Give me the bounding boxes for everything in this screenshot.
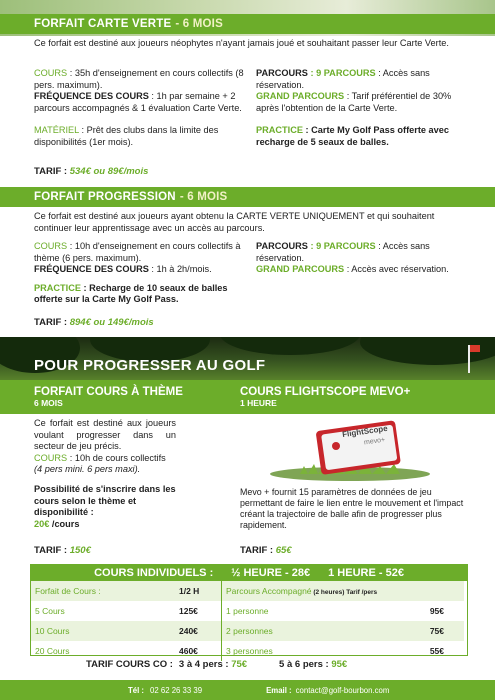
parcours-sub: : 9 PARCOURS (307, 241, 376, 251)
ci-hour: 1 HEURE - 52€ (328, 567, 404, 579)
forfait-head-val: 1/2 H (179, 586, 200, 596)
flightscope-brand: FlightScope (341, 423, 389, 440)
tarif-line (34, 166, 148, 177)
materiel-text: : Prêt des clubs dans la limite des disponibilités (1er mois). (34, 125, 219, 147)
co-label: TARIF COURS CO : (86, 659, 173, 670)
parcours-line (256, 68, 466, 91)
row-label: 10 Cours (35, 626, 70, 636)
flight-tarif (240, 545, 292, 556)
parcours-sub: : 9 PARCOURS (307, 68, 376, 78)
co-1: 3 à 4 pers : (178, 659, 232, 670)
materiel-line (34, 125, 244, 148)
co-1-val: 75€ (231, 659, 248, 670)
tarif-label: TARIF : (34, 545, 70, 556)
table-row (222, 621, 465, 641)
email-link[interactable]: contact@golf-bourbon.com (295, 685, 390, 695)
cours-line (34, 68, 244, 91)
practice-text: : Carte My Golf Pass offerte avec recharge de 5 seaux de balles. (256, 125, 449, 147)
theme-price-line (34, 519, 176, 531)
row-price: 125€ (179, 606, 198, 616)
co-group-1 (179, 659, 247, 670)
banner-title: POUR PROGRESSER AU GOLF (34, 357, 266, 374)
table-row (31, 601, 221, 621)
row-price: 75€ (429, 626, 444, 636)
cours-label: COURS (34, 452, 68, 463)
flightscope-model: mevo+ (363, 436, 386, 447)
parcours-head (222, 581, 465, 601)
parcours-line (256, 241, 466, 264)
tarif-cours-co (86, 659, 347, 670)
section-subtitle: - 6 MOIS (175, 18, 223, 30)
right-column (256, 68, 466, 149)
tel-value[interactable]: 02 62 26 33 39 (150, 685, 203, 695)
section-title: FORFAIT CARTE VERTE (34, 18, 172, 30)
row-label: 3 personnes (226, 646, 273, 656)
section-intro: Ce forfait est destiné aux joueurs ayant obtenu la CARTE VERTE UNIQUEMENT et qui souhaitent continuer leur apprentissage avec un accès au parcours. (34, 211, 435, 233)
row-price: 55€ (429, 646, 444, 656)
tarif-value: 534€ ou 89€/mois (69, 166, 149, 177)
tarif-line (34, 317, 154, 328)
flight-header (240, 386, 410, 408)
tarif-label: TARIF : (34, 166, 70, 177)
parcours-text: : Accès sans réservation. (256, 241, 430, 263)
section-progression (0, 187, 495, 207)
freq-label: FRÉQUENCE DES COURS (34, 91, 149, 102)
cours-line (34, 241, 244, 264)
theme-intro: Ce forfait est destiné aux joueurs voulant progresser dans un secteur de jeu précis. (34, 418, 176, 452)
ci-half: ½ HEURE - 28€ (231, 567, 311, 579)
co-2-val: 95€ (331, 659, 348, 670)
theme-cours-line (34, 453, 176, 465)
freq-text: : 1h par semaine + 2 parcours accompagnés & 1 évaluation Carte Verte. (34, 91, 242, 113)
row-label: 20 Cours (35, 646, 70, 656)
section-carte-verte (0, 14, 495, 34)
theme-subtitle: 6 MOIS (34, 398, 63, 408)
practice-label: PRACTICE (34, 282, 81, 293)
parcours-head-label: Parcours Accompagné (226, 586, 312, 596)
table-row (222, 581, 465, 601)
tarif-value: 894€ ou 149€/mois (69, 317, 154, 328)
frequence-line (34, 264, 244, 276)
co-2: 5 à 6 pers : (279, 659, 332, 670)
grand-label: GRAND PARCOURS (256, 91, 345, 102)
table-row (222, 641, 465, 661)
parcours-label: PARCOURS (256, 241, 308, 251)
table-row (222, 601, 465, 621)
flight-subtitle: 1 HEURE (240, 398, 277, 408)
flight-title: COURS FLIGHTSCOPE MEVO+ (240, 386, 411, 398)
theme-tarif (34, 545, 91, 556)
practice-line (256, 125, 466, 148)
flag-icon (470, 345, 480, 352)
frequence-line (34, 91, 244, 114)
cours-label: COURS (34, 68, 68, 78)
table-row (31, 641, 221, 661)
section-title-bar (0, 187, 495, 207)
theme-cours-note: (4 pers mini. 6 pers maxi). (34, 464, 141, 475)
cours-text: : 10h de cours collectifs (67, 452, 166, 463)
table-row (31, 621, 221, 641)
freq-label: FRÉQUENCE DES COURS (34, 264, 149, 275)
grand-parcours-line (256, 91, 466, 114)
email-label: Email : (266, 685, 292, 695)
grand-label: GRAND PARCOURS (256, 264, 345, 275)
parcours-label: PARCOURS (256, 68, 308, 78)
tarif-label: TARIF : (34, 317, 70, 328)
ci-title: COURS INDIVIDUELS : (94, 567, 214, 579)
left-column (34, 241, 244, 306)
right-column (256, 241, 466, 276)
parcours-head-small: (2 heures) Tarif /pers (311, 589, 378, 596)
row-price: 240€ (179, 626, 198, 636)
flightscope-image (240, 416, 466, 482)
grand-text: : Accès avec réservation. (344, 264, 449, 275)
practice-line (34, 283, 244, 306)
cours-text: : 35h d'enseignement en cours collectifs (8 pers. maximum). (34, 68, 244, 90)
tarif-label: TARIF : (240, 545, 276, 556)
theme-title: FORFAIT COURS À THÈME (34, 386, 183, 398)
footer (0, 680, 495, 700)
tarif-value: 65€ (275, 545, 292, 556)
row-price: 460€ (179, 646, 198, 656)
tel-label: Tél : (128, 685, 145, 695)
cours-text: : 10h d'enseignement en cours collectifs à thème (6 pers. maximum). (34, 241, 241, 263)
cours-label: COURS (34, 241, 68, 251)
theme-possibilite: Possibilité de s'inscrire dans les cours selon le thème et disponibilité : (34, 483, 176, 518)
theme-header (34, 386, 183, 408)
row-label: 5 Cours (35, 606, 65, 616)
theme-price-unit: /cours (49, 518, 80, 529)
grand-text: : Tarif préférentiel de 30% après l'obtention de la Carte Verte. (256, 91, 452, 113)
forfait-table (31, 581, 221, 661)
cours-individuels-header (31, 565, 467, 581)
freq-text: : 1h à 2h/mois. (148, 264, 212, 275)
row-price: 95€ (429, 606, 444, 616)
section-title-bar (0, 14, 495, 34)
tarif-value: 150€ (69, 545, 91, 556)
materiel-label: MATÉRIEL (34, 125, 79, 136)
practice-text: : Recharge de 10 seaux de balles offerte sur la Carte My Golf Pass. (34, 282, 228, 305)
flight-text: Mevo + fournit 15 paramètres de données de jeu permettant de faire le lien entre le mouvement et l'impact créant la trajectoire de balle afin de progresser plus rapidement. (240, 487, 464, 530)
practice-label: PRACTICE (256, 125, 303, 136)
section-intro: Ce forfait est destiné aux joueurs néophytes n'ayant jamais joué et souhaitant passer leur Carte Verte. (34, 38, 449, 48)
co-group-2 (279, 659, 347, 670)
theme-price: 20€ (34, 518, 50, 529)
parcours-text: : Accès sans réservation. (256, 68, 430, 90)
forfait-head: Forfait de Cours : (35, 586, 101, 596)
left-column (34, 68, 244, 149)
section-subtitle: - 6 MOIS (179, 191, 228, 203)
grand-parcours-line (256, 264, 466, 276)
row-label: 1 personne (226, 606, 269, 616)
theme-body (34, 418, 176, 530)
section-title: FORFAIT PROGRESSION (34, 191, 176, 203)
parcours-table (221, 581, 464, 661)
cours-individuels-box (30, 564, 468, 656)
table-row (31, 581, 221, 601)
row-label: 2 personnes (226, 626, 273, 636)
